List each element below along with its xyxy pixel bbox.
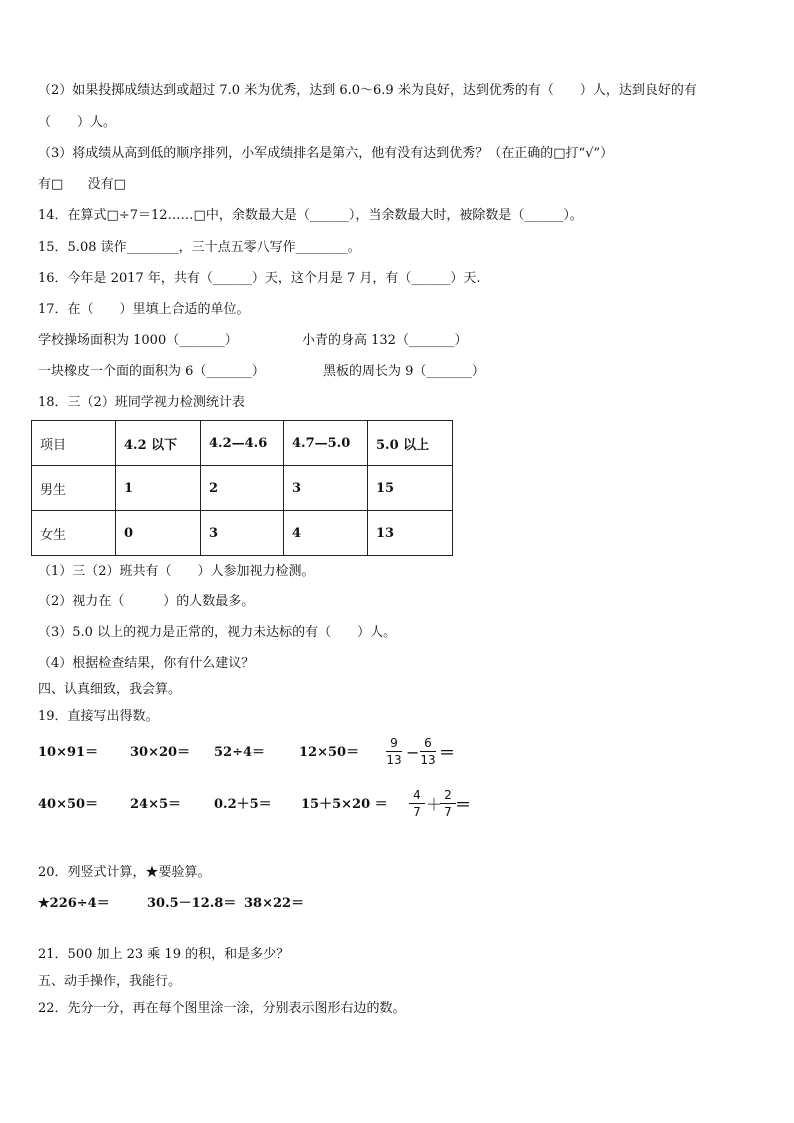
q18-sub3: （3）5.0 以上的视力是正常的，视力未达标的有（ ）人。 <box>38 625 397 640</box>
numerator: 2 <box>444 788 452 802</box>
q13-part3: （3）将成绩从高到低的顺序排列，小军成绩排名是第六，他有没有达到优秀？（在正确的□打“√”） <box>38 146 614 161</box>
q14: 14．在算式□÷7＝12……□中，余数最大是（______），当余数最大时，被除数是（______）。 <box>38 208 583 223</box>
q13-part3-options <box>38 176 126 194</box>
q19-r2-c3: 0.2＋5＝ <box>214 797 272 812</box>
equals-sign: ＝ <box>439 743 456 762</box>
row-label: 女生 <box>32 511 116 556</box>
q17-item-eraser: 一块橡皮一个面的面积为 6（_______） <box>38 364 265 379</box>
q17-item-blackboard: 黑板的周长为 9（_______） <box>323 364 485 379</box>
q19-title: 19．直接写出得数。 <box>38 709 159 724</box>
q19-r2-c4: 15＋5×20 ＝ <box>301 797 388 812</box>
row-label: 男生 <box>32 466 116 511</box>
q20-title: 20．列竖式计算，★要验算。 <box>38 865 211 880</box>
q18-title: 18．三（2）班同学视力检测统计表 <box>38 395 245 410</box>
q22: 22．先分一分，再在每个图里涂一涂，分别表示图形右边的数。 <box>38 1001 406 1016</box>
q20-item-3: 38×22＝ <box>244 896 305 911</box>
numerator: 9 <box>390 736 398 750</box>
table-header-row <box>32 421 453 466</box>
table-row <box>32 511 453 556</box>
fraction-c <box>409 788 425 819</box>
section-5-heading: 五、动手操作，我能行。 <box>38 974 182 989</box>
table-cell: 1 <box>116 466 201 511</box>
header-cell: 5.0 以上 <box>368 421 453 466</box>
denominator: 13 <box>386 753 402 767</box>
denominator: 7 <box>413 805 421 819</box>
minus-operator: − <box>406 743 420 762</box>
numerator: 4 <box>413 788 421 802</box>
header-cell: 4.7—5.0 <box>284 421 368 466</box>
q19-r1-c3: 52÷4＝ <box>214 745 266 760</box>
header-cell: 项目 <box>32 421 116 466</box>
q17-item-height: 小青的身高 132（_______） <box>302 333 468 348</box>
plus-operator: ＋ <box>426 795 443 814</box>
table-cell: 4 <box>284 511 368 556</box>
q13-part2-line1: （2）如果投掷成绩达到或超过 7.0 米为优秀，达到 6.0～6.9 米为良好，达到优秀的有（ ）人，达到良好的有 <box>38 83 697 98</box>
header-cell: 4.2 以下 <box>116 421 201 466</box>
equals-sign: ＝ <box>455 795 472 814</box>
table-row <box>32 466 453 511</box>
q19-r2-c2: 24×5＝ <box>130 797 182 812</box>
q18-sub4: （4）根据检查结果，你有什么建议？ <box>38 656 255 671</box>
fraction-a <box>386 736 402 767</box>
table-cell: 3 <box>284 466 368 511</box>
q19-r1-c2: 30×20＝ <box>130 745 191 760</box>
q19-r1-c1: 10×91＝ <box>38 745 99 760</box>
q15: 15．5.08 读作________，三十点五零八写作________。 <box>38 240 361 255</box>
q19-r2-c1: 40×50＝ <box>38 797 99 812</box>
table-cell: 3 <box>201 511 284 556</box>
table-cell: 2 <box>201 466 284 511</box>
q20-item-2: 30.5－12.8＝ <box>147 896 237 911</box>
q17: 17．在（ ）里填上合适的单位。 <box>38 302 250 317</box>
q18-sub2: （2）视力在（ ）的人数最多。 <box>38 594 255 609</box>
table-cell: 15 <box>368 466 453 511</box>
q16: 16．今年是 2017 年，共有（______）天，这个月是 7 月，有（______）天. <box>38 271 481 286</box>
q13-part2-line2: （ ）人。 <box>38 115 117 130</box>
section-4-heading: 四、认真细致，我会算。 <box>38 682 182 697</box>
q18-sub1: （1）三（2）班共有（ ）人参加视力检测。 <box>38 564 315 579</box>
numerator: 6 <box>424 736 432 750</box>
vision-statistics-table <box>31 420 453 556</box>
fraction-b <box>420 736 436 767</box>
q20-item-1: ★226÷4＝ <box>38 896 110 911</box>
table-cell: 0 <box>116 511 201 556</box>
option-yes[interactable]: 有□ <box>38 177 64 192</box>
fraction-d <box>440 788 456 819</box>
denominator: 13 <box>420 753 436 767</box>
denominator: 7 <box>444 805 452 819</box>
table-cell: 13 <box>368 511 453 556</box>
q17-item-playground: 学校操场面积为 1000（_______） <box>38 333 238 348</box>
header-cell: 4.2—4.6 <box>201 421 284 466</box>
q19-r1-c4: 12×50＝ <box>299 745 360 760</box>
option-no[interactable]: 没有□ <box>87 177 126 192</box>
q21: 21．500 加上 23 乘 19 的积，和是多少？ <box>38 947 290 962</box>
